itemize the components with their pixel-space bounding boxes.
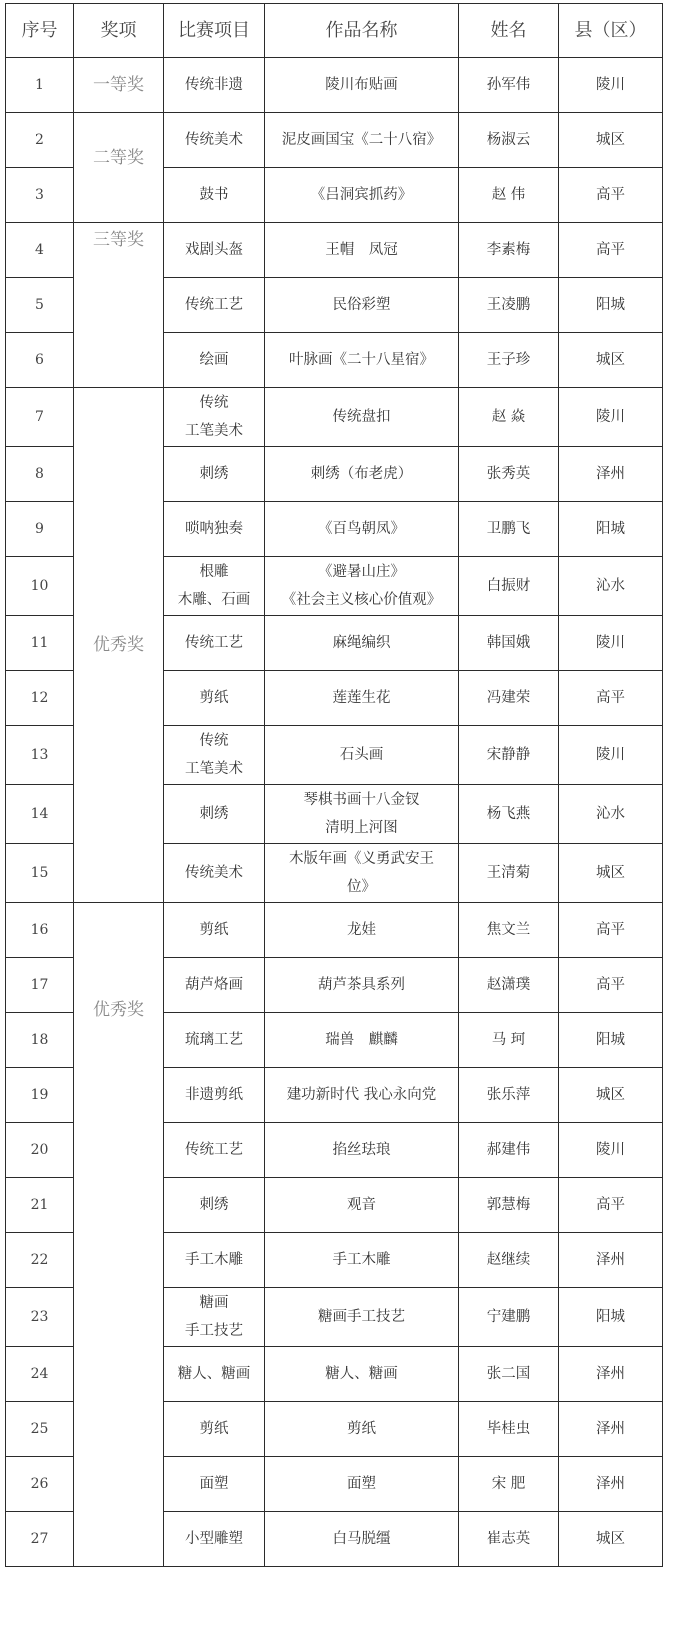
- row-number: 2: [6, 113, 74, 168]
- project-cell: [164, 1457, 265, 1512]
- name-cell: 李素梅: [459, 223, 559, 278]
- award-label: 二等奖: [93, 148, 144, 168]
- project-line: 传统工艺: [185, 297, 243, 313]
- work-cell: [265, 502, 459, 557]
- name-cell: 马 珂: [459, 1013, 559, 1068]
- row-number: 19: [6, 1068, 74, 1123]
- county-cell: 城区: [559, 333, 663, 388]
- name-cell: 赵 焱: [459, 388, 559, 447]
- project-line: 琉璃工艺: [185, 1032, 243, 1048]
- county-cell: 高平: [559, 168, 663, 223]
- row-number: 26: [6, 1457, 74, 1512]
- county-cell: 阳城: [559, 278, 663, 333]
- county-cell: 城区: [559, 1512, 663, 1567]
- name-cell: 宋静静: [459, 726, 559, 785]
- work-line: 白马脱缰: [332, 1531, 391, 1547]
- work-cell: [265, 1068, 459, 1123]
- work-cell: [265, 726, 459, 785]
- work-cell: [265, 844, 459, 903]
- work-cell: [265, 1013, 459, 1068]
- work-cell: [265, 1178, 459, 1233]
- project-line: 传统工艺: [185, 635, 243, 651]
- county-cell: 高平: [559, 1178, 663, 1233]
- table-row: [6, 903, 663, 958]
- project-cell: [164, 1402, 265, 1457]
- table-row: [6, 388, 663, 447]
- county-cell: 阳城: [559, 502, 663, 557]
- county-cell: 泽州: [559, 447, 663, 502]
- name-cell: 张二国: [459, 1347, 559, 1402]
- project-line: 剪纸: [199, 922, 229, 938]
- project-line: 工笔美术: [185, 761, 243, 777]
- award-cell: [74, 903, 164, 1567]
- work-line: 《吕洞宾抓药》: [310, 187, 413, 203]
- project-cell: [164, 785, 265, 844]
- award-label: 三等奖: [93, 230, 144, 250]
- row-number: 12: [6, 671, 74, 726]
- county-cell: 城区: [559, 1068, 663, 1123]
- project-cell: [164, 1347, 265, 1402]
- project-line: 刺绣: [199, 466, 229, 482]
- work-line: 位》: [347, 879, 376, 895]
- award-label: 一等奖: [93, 75, 144, 95]
- project-cell: [164, 1123, 265, 1178]
- work-cell: [265, 785, 459, 844]
- name-cell: 郝建伟: [459, 1123, 559, 1178]
- project-cell: [164, 616, 265, 671]
- county-cell: 陵川: [559, 616, 663, 671]
- project-line: 剪纸: [199, 690, 229, 706]
- row-number: 16: [6, 903, 74, 958]
- work-cell: [265, 1233, 459, 1288]
- project-cell: [164, 958, 265, 1013]
- name-cell: 宁建鹏: [459, 1288, 559, 1347]
- name-cell: 赵继续: [459, 1233, 559, 1288]
- project-cell: [164, 58, 265, 113]
- county-cell: 高平: [559, 671, 663, 726]
- work-line: 观音: [347, 1197, 376, 1213]
- row-number: 5: [6, 278, 74, 333]
- header-cell: 序号: [6, 4, 74, 58]
- work-line: 龙娃: [347, 922, 376, 938]
- work-cell: [265, 113, 459, 168]
- name-cell: 白振财: [459, 557, 559, 616]
- project-cell: [164, 502, 265, 557]
- work-line: 刺绣（布老虎）: [310, 466, 413, 482]
- county-cell: 陵川: [559, 726, 663, 785]
- work-line: 糖画手工技艺: [318, 1309, 405, 1325]
- award-table: [5, 3, 663, 1567]
- work-cell: [265, 958, 459, 1013]
- name-cell: 张乐萍: [459, 1068, 559, 1123]
- project-line: 葫芦烙画: [185, 977, 243, 993]
- row-number: 25: [6, 1402, 74, 1457]
- work-cell: [265, 1347, 459, 1402]
- name-cell: 宋 肥: [459, 1457, 559, 1512]
- row-number: 3: [6, 168, 74, 223]
- project-line: 传统工艺: [185, 1142, 243, 1158]
- county-cell: 沁水: [559, 785, 663, 844]
- work-cell: [265, 903, 459, 958]
- project-cell: [164, 557, 265, 616]
- name-cell: 焦文兰: [459, 903, 559, 958]
- project-cell: [164, 1233, 265, 1288]
- row-number: 27: [6, 1512, 74, 1567]
- project-line: 根雕: [199, 564, 229, 580]
- header-cell: 作品名称: [265, 4, 459, 58]
- work-line: 叶脉画《二十八星宿》: [289, 352, 434, 368]
- work-cell: [265, 333, 459, 388]
- row-number: 6: [6, 333, 74, 388]
- work-line: 《百鸟朝凤》: [318, 521, 405, 537]
- header-cell: 县（区）: [559, 4, 663, 58]
- project-line: 剪纸: [199, 1421, 229, 1437]
- work-line: 民俗彩塑: [332, 297, 391, 313]
- work-line: 瑞兽 麒麟: [325, 1032, 398, 1048]
- county-cell: 陵川: [559, 1123, 663, 1178]
- work-line: 石头画: [339, 747, 384, 763]
- name-cell: 韩国娥: [459, 616, 559, 671]
- project-line: 唢呐独奏: [185, 521, 243, 537]
- project-cell: [164, 1288, 265, 1347]
- row-number: 8: [6, 447, 74, 502]
- project-cell: [164, 1178, 265, 1233]
- name-cell: 张秀英: [459, 447, 559, 502]
- table-row: [6, 223, 663, 278]
- county-cell: 高平: [559, 903, 663, 958]
- row-number: 18: [6, 1013, 74, 1068]
- award-cell: [74, 58, 164, 113]
- project-cell: [164, 333, 265, 388]
- project-line: 刺绣: [199, 1197, 229, 1213]
- project-line: 刺绣: [199, 806, 229, 822]
- work-cell: [265, 1288, 459, 1347]
- project-line: 木雕、石画: [177, 592, 251, 608]
- table-row: [6, 58, 663, 113]
- row-number: 9: [6, 502, 74, 557]
- project-line: 糖画: [199, 1295, 229, 1311]
- project-line: 戏剧头盔: [185, 242, 243, 258]
- name-cell: 冯建荣: [459, 671, 559, 726]
- project-line: 糖人、糖画: [177, 1366, 251, 1382]
- project-line: 非遗剪纸: [185, 1087, 243, 1103]
- work-cell: [265, 557, 459, 616]
- project-line: 手工木雕: [185, 1252, 243, 1268]
- award-cell: [74, 113, 164, 223]
- county-cell: 阳城: [559, 1013, 663, 1068]
- county-cell: 城区: [559, 844, 663, 903]
- award-label: 优秀奖: [93, 1000, 144, 1020]
- work-cell: [265, 1512, 459, 1567]
- project-cell: [164, 278, 265, 333]
- county-cell: 阳城: [559, 1288, 663, 1347]
- county-cell: 泽州: [559, 1233, 663, 1288]
- award-cell: [74, 223, 164, 388]
- project-cell: [164, 844, 265, 903]
- row-number: 11: [6, 616, 74, 671]
- project-line: 传统非遗: [185, 77, 243, 93]
- county-cell: 陵川: [559, 388, 663, 447]
- award-label: 优秀奖: [93, 635, 144, 655]
- work-line: 糖人、糖画: [325, 1366, 398, 1382]
- work-line: 陵川布贴画: [325, 77, 398, 93]
- county-cell: 泽州: [559, 1457, 663, 1512]
- row-number: 23: [6, 1288, 74, 1347]
- work-line: 木版年画《义勇武安王: [289, 851, 434, 867]
- name-cell: 郭慧梅: [459, 1178, 559, 1233]
- row-number: 22: [6, 1233, 74, 1288]
- name-cell: 杨淑云: [459, 113, 559, 168]
- work-line: 清明上河图: [325, 820, 398, 836]
- header-row: [6, 4, 663, 58]
- name-cell: 王凌鹏: [459, 278, 559, 333]
- project-cell: [164, 388, 265, 447]
- work-cell: [265, 58, 459, 113]
- work-cell: [265, 1457, 459, 1512]
- row-number: 24: [6, 1347, 74, 1402]
- name-cell: 毕桂虫: [459, 1402, 559, 1457]
- row-number: 14: [6, 785, 74, 844]
- work-line: 面塑: [347, 1476, 376, 1492]
- project-cell: [164, 113, 265, 168]
- work-cell: [265, 388, 459, 447]
- header-cell: 奖项: [74, 4, 164, 58]
- project-cell: [164, 168, 265, 223]
- county-cell: 高平: [559, 958, 663, 1013]
- project-line: 传统美术: [185, 132, 243, 148]
- county-cell: 城区: [559, 113, 663, 168]
- work-line: 手工木雕: [332, 1252, 391, 1268]
- work-cell: [265, 223, 459, 278]
- project-line: 小型雕塑: [185, 1531, 243, 1547]
- work-line: 《社会主义核心价值观》: [281, 592, 442, 608]
- work-line: 建功新时代 我心永向党: [286, 1087, 437, 1103]
- award-cell: [74, 388, 164, 903]
- name-cell: 孙军伟: [459, 58, 559, 113]
- work-cell: [265, 168, 459, 223]
- row-number: 7: [6, 388, 74, 447]
- header-cell: 比赛项目: [164, 4, 265, 58]
- row-number: 13: [6, 726, 74, 785]
- row-number: 21: [6, 1178, 74, 1233]
- row-number: 10: [6, 557, 74, 616]
- work-line: 莲莲生花: [332, 690, 391, 706]
- county-cell: 高平: [559, 223, 663, 278]
- project-line: 鼓书: [199, 187, 229, 203]
- county-cell: 泽州: [559, 1402, 663, 1457]
- project-cell: [164, 223, 265, 278]
- row-number: 15: [6, 844, 74, 903]
- work-cell: [265, 616, 459, 671]
- project-cell: [164, 1013, 265, 1068]
- project-cell: [164, 903, 265, 958]
- county-cell: 沁水: [559, 557, 663, 616]
- row-number: 4: [6, 223, 74, 278]
- work-cell: [265, 447, 459, 502]
- name-cell: 王子珍: [459, 333, 559, 388]
- work-line: 泥皮画国宝《二十八宿》: [281, 132, 442, 148]
- work-line: 琴棋书画十八金钗: [303, 792, 420, 808]
- work-line: 王帽 凤冠: [325, 242, 398, 258]
- work-line: 《避暑山庄》: [318, 564, 405, 580]
- work-line: 麻绳编织: [332, 635, 391, 651]
- table-row: [6, 113, 663, 168]
- row-number: 20: [6, 1123, 74, 1178]
- project-line: 手工技艺: [185, 1323, 243, 1339]
- project-cell: [164, 726, 265, 785]
- work-cell: [265, 278, 459, 333]
- row-number: 1: [6, 58, 74, 113]
- county-cell: 泽州: [559, 1347, 663, 1402]
- county-cell: 陵川: [559, 58, 663, 113]
- work-cell: [265, 1123, 459, 1178]
- project-line: 工笔美术: [185, 423, 243, 439]
- project-cell: [164, 1068, 265, 1123]
- work-line: 剪纸: [347, 1421, 376, 1437]
- work-cell: [265, 1402, 459, 1457]
- project-cell: [164, 671, 265, 726]
- name-cell: 王清菊: [459, 844, 559, 903]
- row-number: 17: [6, 958, 74, 1013]
- project-line: 绘画: [199, 352, 229, 368]
- work-line: 葫芦茶具系列: [318, 977, 405, 993]
- work-cell: [265, 671, 459, 726]
- name-cell: 卫鹏飞: [459, 502, 559, 557]
- name-cell: 杨飞燕: [459, 785, 559, 844]
- project-line: 面塑: [199, 1476, 229, 1492]
- project-line: 传统: [199, 395, 229, 411]
- work-line: 传统盘扣: [332, 409, 391, 425]
- name-cell: 赵潇璞: [459, 958, 559, 1013]
- name-cell: 崔志英: [459, 1512, 559, 1567]
- project-line: 传统: [199, 733, 229, 749]
- name-cell: 赵 伟: [459, 168, 559, 223]
- project-cell: [164, 1512, 265, 1567]
- work-line: 掐丝珐琅: [332, 1142, 391, 1158]
- project-line: 传统美术: [185, 865, 243, 881]
- header-cell: 姓名: [459, 4, 559, 58]
- project-cell: [164, 447, 265, 502]
